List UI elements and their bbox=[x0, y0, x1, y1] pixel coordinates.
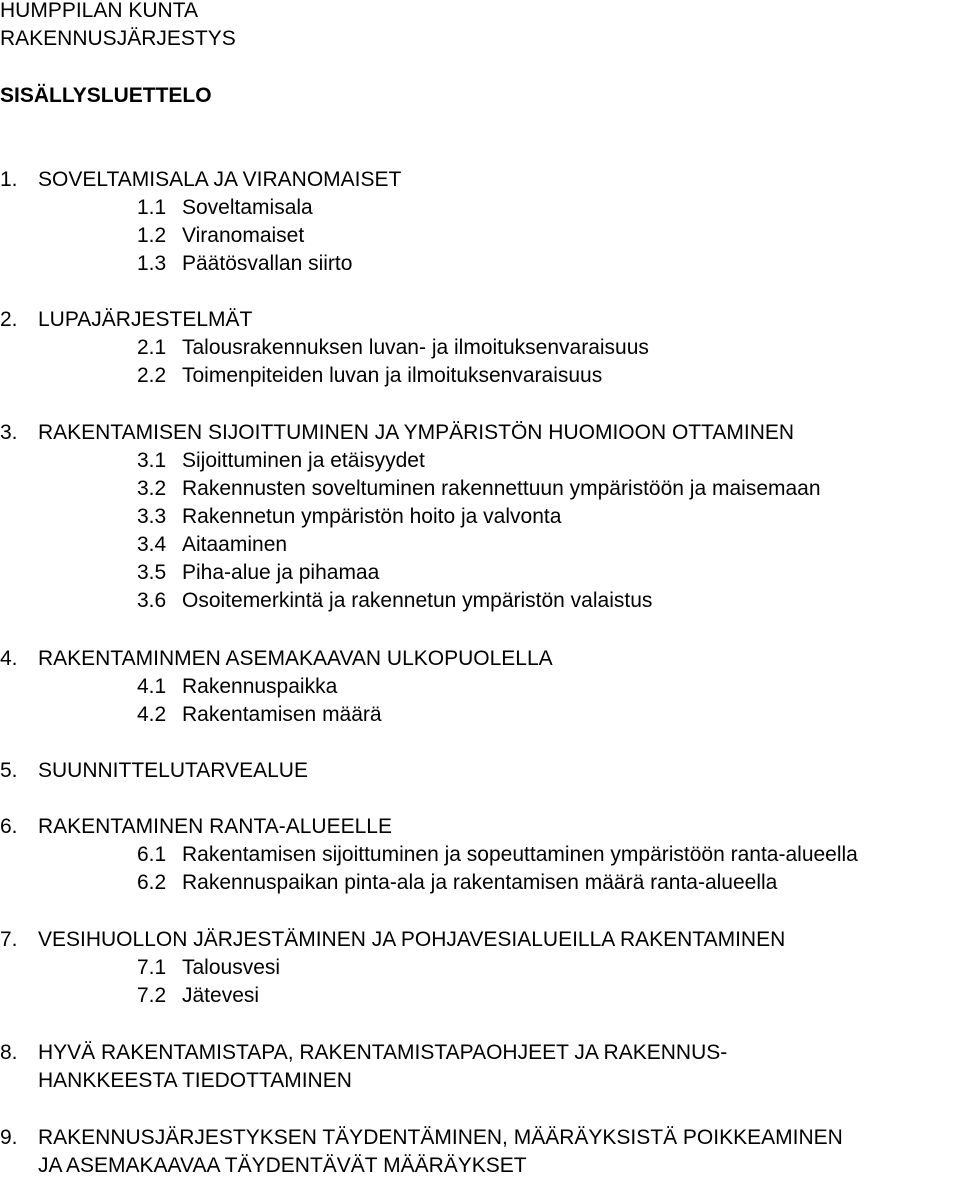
section-title: RAKENTAMINMEN ASEMAKAAVAN ULKOPUOLELLA bbox=[38, 647, 553, 670]
item-title: Rakennusten soveltuminen rakennettuun ympäristöön ja maisemaan bbox=[182, 477, 821, 500]
item-number: 3.3 bbox=[137, 505, 167, 528]
section-number: 7. bbox=[0, 928, 18, 951]
toc-item[interactable] bbox=[137, 503, 561, 531]
item-number: 3.5 bbox=[137, 561, 167, 584]
section-title: LUPAJÄRJESTELMÄT bbox=[38, 308, 253, 331]
toc-item[interactable] bbox=[137, 954, 280, 982]
toc-item[interactable] bbox=[137, 559, 379, 587]
section-number: 9. bbox=[0, 1126, 18, 1149]
item-title: Rakentamisen määrä bbox=[182, 703, 382, 726]
toc-title: SISÄLLYSLUETTELO bbox=[0, 84, 212, 107]
item-title: Aitaaminen bbox=[182, 533, 288, 556]
item-number: 1.2 bbox=[137, 224, 167, 247]
toc-item[interactable] bbox=[137, 982, 259, 1010]
toc-item[interactable] bbox=[137, 475, 821, 503]
item-number: 1.1 bbox=[137, 196, 167, 219]
item-number: 1.3 bbox=[137, 252, 167, 275]
item-title: Sijoittuminen ja etäisyydet bbox=[182, 449, 425, 472]
section-title-continuation: HANKKEESTA TIEDOTTAMINEN bbox=[38, 1069, 352, 1092]
toc-item[interactable] bbox=[137, 222, 304, 250]
toc-section[interactable] bbox=[0, 813, 392, 841]
section-title: SOVELTAMISALA JA VIRANOMAISET bbox=[38, 168, 402, 191]
toc-item[interactable] bbox=[137, 447, 425, 475]
toc-section[interactable] bbox=[0, 757, 308, 785]
item-number: 4.2 bbox=[137, 703, 167, 726]
item-number: 4.1 bbox=[137, 675, 167, 698]
toc-item[interactable] bbox=[137, 841, 858, 869]
toc-item[interactable] bbox=[137, 701, 382, 729]
item-number: 6.1 bbox=[137, 843, 167, 866]
item-number: 3.4 bbox=[137, 533, 167, 556]
section-title: VESIHUOLLON JÄRJESTÄMINEN JA POHJAVESIALUEILLA RAKENTAMINEN bbox=[38, 928, 786, 951]
document-title: RAKENNUSJÄRJESTYS bbox=[0, 27, 236, 50]
item-title: Rakennuspaikka bbox=[182, 675, 338, 698]
item-number: 7.2 bbox=[137, 984, 167, 1007]
section-title-continuation: JA ASEMAKAAVAA TÄYDENTÄVÄT MÄÄRÄYKSET bbox=[38, 1154, 527, 1177]
toc-section[interactable] bbox=[0, 645, 553, 673]
section-number: 6. bbox=[0, 815, 18, 838]
section-number: 8. bbox=[0, 1041, 18, 1064]
item-title: Rakennetun ympäristön hoito ja valvonta bbox=[182, 505, 562, 528]
section-number: 4. bbox=[0, 647, 18, 670]
item-title: Jätevesi bbox=[182, 984, 260, 1007]
item-number: 3.1 bbox=[137, 449, 167, 472]
toc-item[interactable] bbox=[137, 869, 777, 897]
item-number: 6.2 bbox=[137, 871, 167, 894]
item-number: 3.2 bbox=[137, 477, 167, 500]
section-number: 2. bbox=[0, 308, 18, 331]
section-title: RAKENTAMISEN SIJOITTUMINEN JA YMPÄRISTÖN HUOMIOON OTTAMINEN bbox=[38, 421, 795, 444]
section-title: SUUNNITTELUTARVEALUE bbox=[38, 759, 308, 782]
item-title: Rakennuspaikan pinta-ala ja rakentamisen määrä ranta-alueella bbox=[182, 871, 778, 894]
section-title: RAKENTAMINEN RANTA-ALUEELLE bbox=[38, 815, 392, 838]
item-number: 7.1 bbox=[137, 956, 167, 979]
toc-item[interactable] bbox=[137, 362, 602, 390]
item-title: Toimenpiteiden luvan ja ilmoituksenvaraisuus bbox=[182, 364, 603, 387]
section-title: RAKENNUSJÄRJESTYKSEN TÄYDENTÄMINEN, MÄÄRÄYKSISTÄ POIKKEAMINEN bbox=[38, 1126, 843, 1149]
item-title: Päätösvallan siirto bbox=[182, 252, 353, 275]
section-title: HYVÄ RAKENTAMISTAPA, RAKENTAMISTAPAOHJEET JA RAKENNUS- bbox=[38, 1041, 728, 1064]
item-title: Osoitemerkintä ja rakennetun ympäristön valaistus bbox=[182, 589, 653, 612]
section-number: 5. bbox=[0, 759, 18, 782]
item-title: Soveltamisala bbox=[182, 196, 313, 219]
toc-section[interactable] bbox=[0, 1039, 727, 1067]
toc-section[interactable] bbox=[0, 926, 785, 954]
toc-item[interactable] bbox=[137, 531, 287, 559]
toc-section[interactable] bbox=[0, 419, 794, 447]
toc-item[interactable] bbox=[137, 673, 337, 701]
item-title: Talousvesi bbox=[182, 956, 281, 979]
toc-item[interactable] bbox=[137, 250, 352, 278]
item-title: Piha-alue ja pihamaa bbox=[182, 561, 380, 584]
toc-item[interactable] bbox=[137, 194, 313, 222]
item-title: Talousrakennuksen luvan- ja ilmoituksenvaraisuus bbox=[182, 336, 649, 359]
section-number: 3. bbox=[0, 421, 18, 444]
item-number: 2.1 bbox=[137, 336, 167, 359]
item-number: 3.6 bbox=[137, 589, 167, 612]
toc-item[interactable] bbox=[137, 334, 649, 362]
item-title: Rakentamisen sijoittuminen ja sopeuttaminen ympäristöön ranta-alueella bbox=[182, 843, 858, 866]
toc-section[interactable] bbox=[0, 166, 401, 194]
item-title: Viranomaiset bbox=[182, 224, 305, 247]
item-number: 2.2 bbox=[137, 364, 167, 387]
municipality-name: HUMPPILAN KUNTA bbox=[0, 0, 198, 22]
toc-section[interactable] bbox=[0, 306, 252, 334]
toc-section[interactable] bbox=[0, 1124, 843, 1152]
section-number: 1. bbox=[0, 168, 18, 191]
toc-item[interactable] bbox=[137, 587, 652, 615]
